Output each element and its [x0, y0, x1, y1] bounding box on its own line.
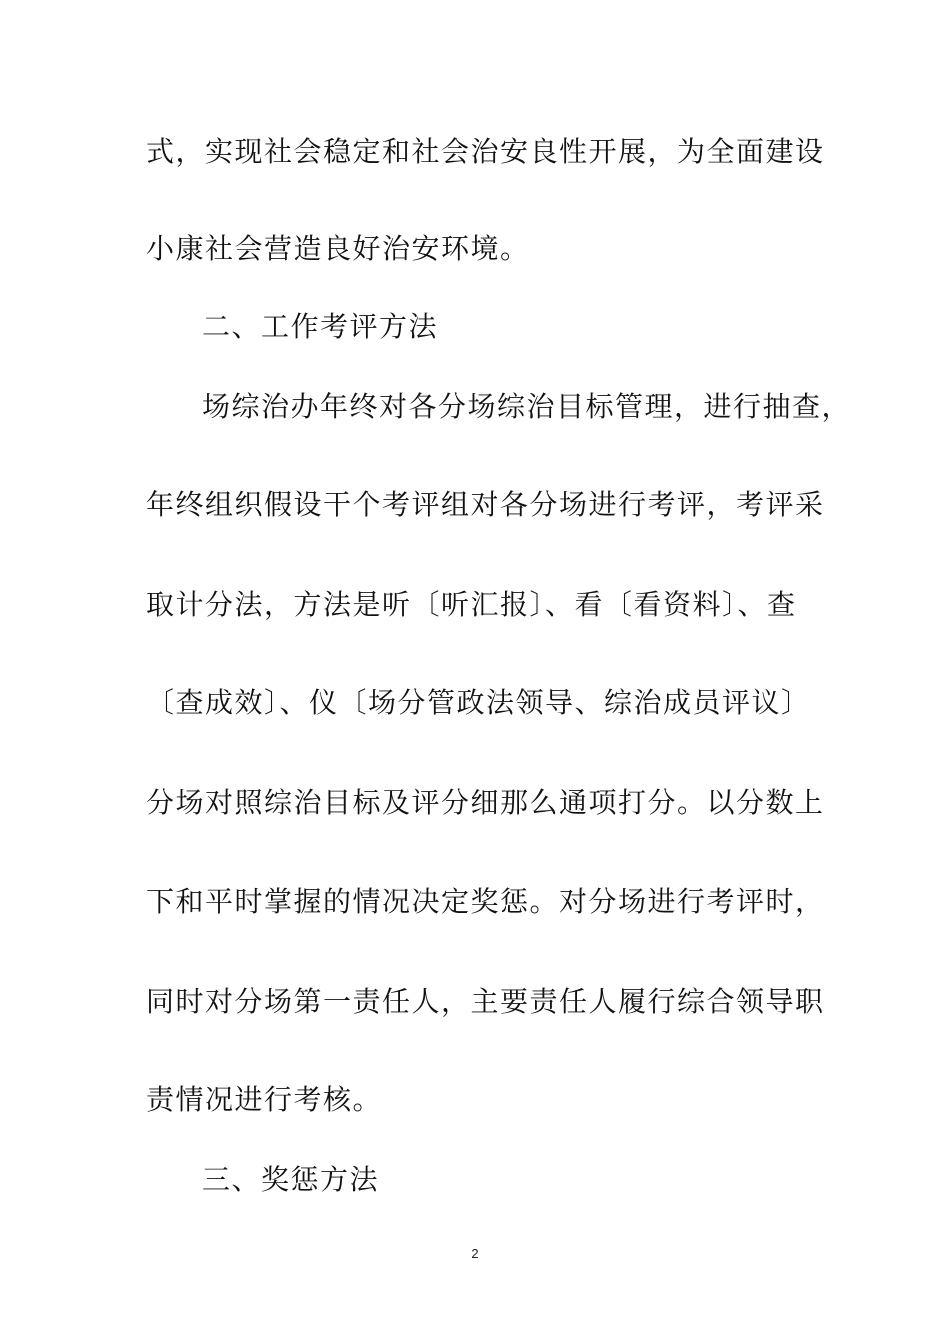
body-text-line: 分场对照综治目标及评分细那么通项打分。以分数上 [146, 786, 825, 819]
body-text-line: 责情况进行考核。 [146, 1083, 383, 1116]
section-heading: 二、工作考评方法 [202, 310, 439, 343]
body-text-line: 下和平时掌握的情况决定奖惩。对分场进行考评时， [146, 885, 825, 918]
body-text-line: 式，实现社会稳定和社会治安良性开展，为全面建设 [146, 135, 825, 168]
page-number: 2 [471, 1246, 479, 1261]
body-text-line: 小康社会营造良好治安环境。 [146, 232, 530, 265]
body-text-line: 年终组织假设干个考评组对各分场进行考评，考评采 [146, 488, 825, 521]
paragraph-first-line: 场综治办年终对各分场综治目标管理，进行抽查， [202, 390, 852, 423]
section-heading: 三、奖惩方法 [202, 1163, 380, 1196]
body-text-line: 同时对分场第一责任人，主要责任人履行综合领导职 [146, 985, 825, 1018]
body-text-line: 取计分法，方法是听〔听汇报〕、看〔看资料〕、查 [146, 588, 797, 621]
body-text-line: 〔查成效〕、仪〔场分管政法领导、综治成员评议〕 [146, 686, 811, 719]
